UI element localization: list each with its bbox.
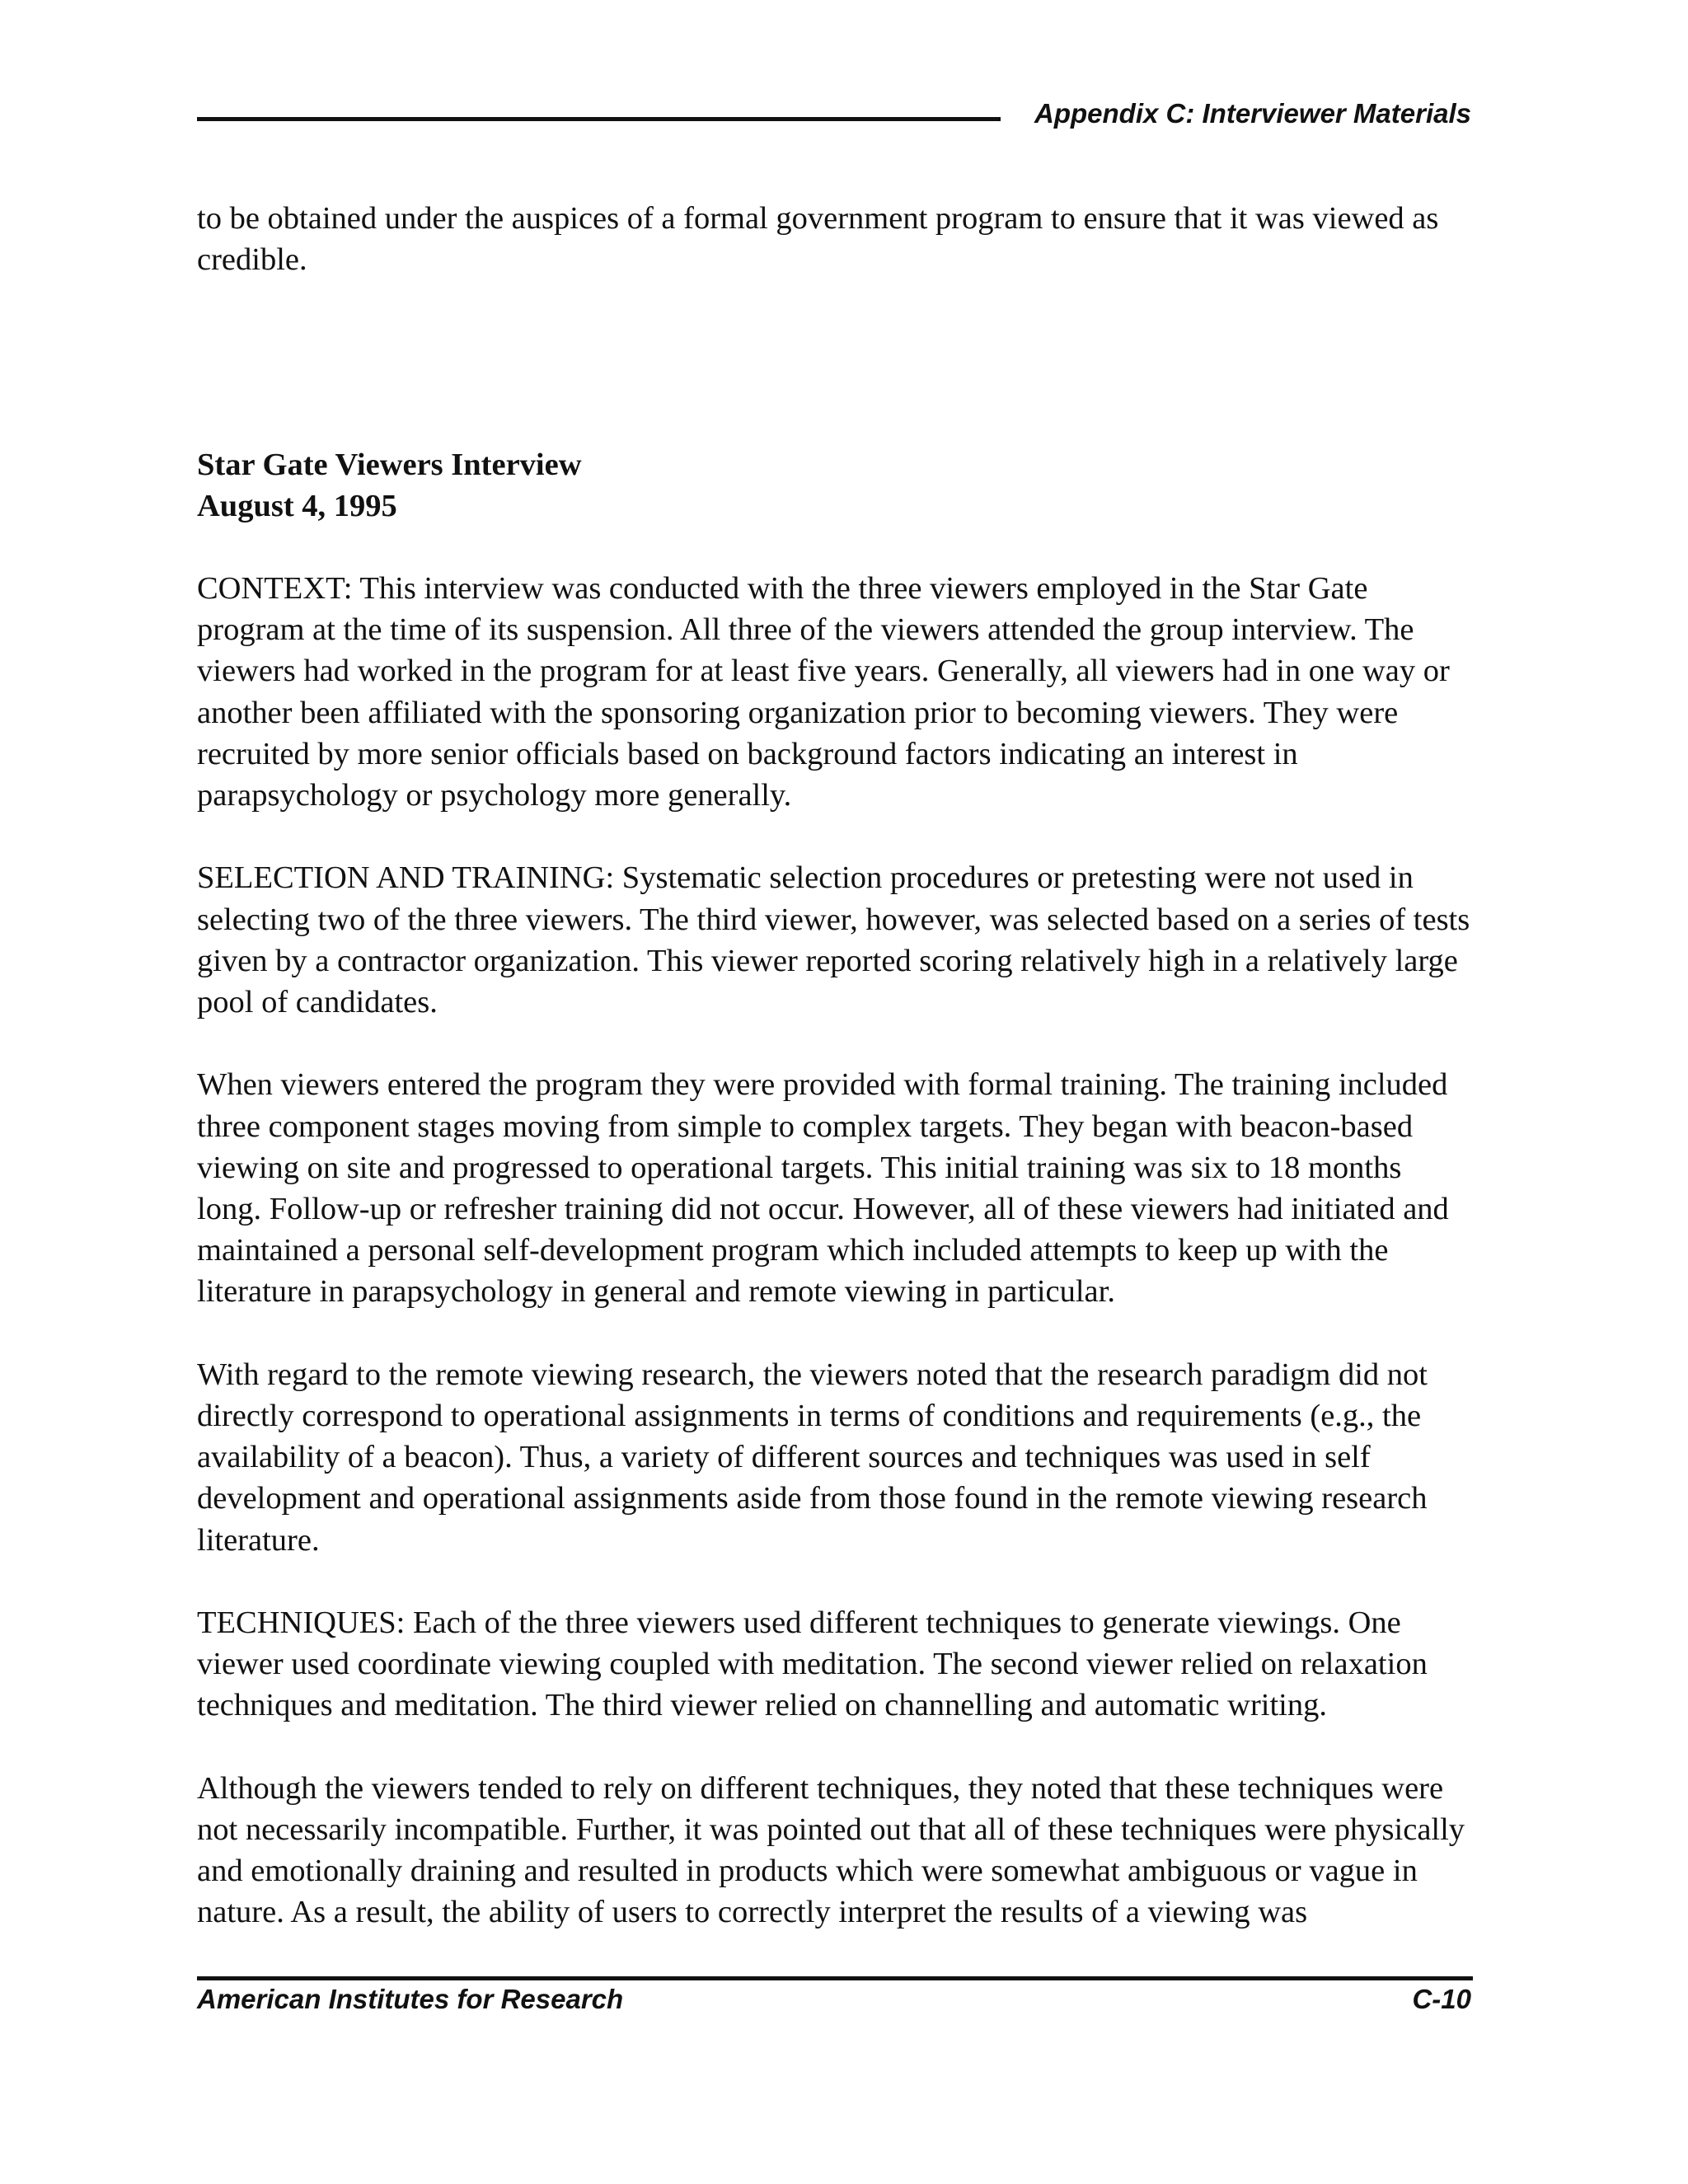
interview-title: Star Gate Viewers Interview [197,448,582,482]
running-header-title: Appendix C: Interviewer Materials [1034,98,1471,129]
footer-rule [197,1976,1473,1980]
interview-date: August 4, 1995 [197,489,397,524]
footer-page-number: C-10 [1412,1984,1471,2014]
paragraph-techniques: TECHNIQUES: Each of the three viewers used different techniques to generate viewings. One viewer used coordinate viewing coupled with meditation. The second viewer relied on relaxation techniques and meditation. The third viewer relied on channelling and automatic writing. [197,1605,1428,1723]
paragraph-research: With regard to the remote viewing research, the viewers noted that the research paradigm did not directly correspond to operational assignments in terms of conditions and requirements (e.g., the availability of a beacon). Thus, a variety of different sources and techniques was used in self development and operational assignments aside from those found in the remote viewing research literature. [197,1357,1428,1558]
footer-organization: American Institutes for Research [197,1984,624,2014]
interview-body [197,568,1473,1933]
paragraph-selection-training: SELECTION AND TRAINING: Systematic selection procedures or pretesting were not used in selecting two of the three viewers. The third viewer, however, was selected based on a series of tests given by a contractor organization. This viewer reported scoring relatively high in a relatively large pool of candidates. [197,860,1470,1020]
continuation-block [197,198,1473,280]
header-rule [197,117,1001,121]
paragraph-context: CONTEXT: This interview was conducted with the three viewers employed in the Star Gate program at the time of its suspension. All three of the viewers attended the group interview. The viewers had worked in the program for at least five years. Generally, all viewers had in one way or another been affiliated with the sponsoring organization prior to becoming viewers. They were recruited by more senior officials based on background factors indicating an interest in parapsychology or psychology more generally. [197,571,1450,813]
paragraph-techniques-compatibility: Although the viewers tended to rely on different techniques, they noted that these techniques were not necessarily incompatible. Further, it was pointed out that all of these techniques were physically and emotionally draining and resulted in products which were somewhat ambiguous or vague in nature. As a result, the ability of users to correctly interpret the results of a viewing was [197,1770,1465,1930]
continuation-paragraph: to be obtained under the auspices of a formal government program to ensure that it was viewed as credible. [197,201,1439,278]
paragraph-formal-training: When viewers entered the program they were provided with formal training. The training included three component stages moving from simple to complex targets. They began with beacon-based viewing on site and progressed to operational targets. This initial training was six to 18 months long. Follow-up or refresher training did not occur. However, all of these viewers had initiated and maintained a personal self-development program which included attempts to keep up with the literature in parapsychology in general and remote viewing in particular. [197,1067,1449,1310]
interview-heading [197,444,1473,527]
